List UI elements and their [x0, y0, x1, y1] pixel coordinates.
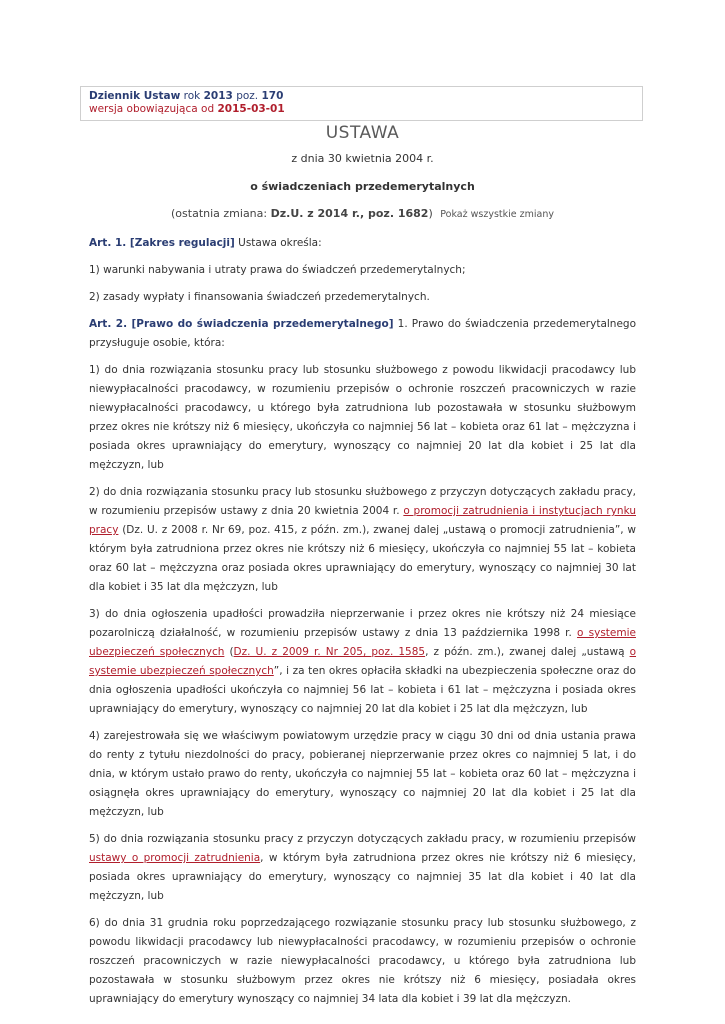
document-body	[89, 234, 636, 1017]
art2-point-3-text-d: ”, i za ten okres opłaciła składki na ubezpieczenia społeczne oraz do dnia ogłoszenia upadłości ukończyła co najmniej 56 lat – kobieta i 61 lat – mężczyzna i posiada okres uprawniający do emerytury, wynoszący co najmniej 20 lat dla kobiet i 25 lat dla mężczyzn, lub	[89, 665, 636, 715]
art2-point-3	[89, 605, 636, 719]
art2-point-3-text-b: (	[229, 646, 234, 658]
art1-item-2: 2) zasady wypłaty i finansowania świadczeń przedemerytalnych.	[89, 291, 430, 303]
art2-point-2	[89, 483, 636, 597]
art2-point-6: 6) do dnia 31 grudnia roku poprzedzającego rozwiązanie stosunku pracy lub stosunku służbowego, z powodu likwidacji pracodawcy lub niewypłacalności pracodawcy, w rozumieniu przepisów o ochronie roszczeń pracowniczych w razie niewypłacalności pracodawcy, u którego była zatrudniona lub pozostawała w stosunku służbowym przez okres nie krótszy niż 6 miesięcy, posiadała okres uprawniający do emerytury wynoszący co najmniej 34 lata dla kobiet i 39 lat dla mężczyzn.	[89, 917, 636, 1005]
last-change-line	[0, 207, 725, 220]
ustawa-promocja-link[interactable]: ustawy o promocji zatrudnienia	[89, 852, 261, 864]
art2-point-4: 4) zarejestrowała się we właściwym powiatowym urzędzie pracy w ciągu 30 dni od dnia ustania prawa do renty z tytułu niezdolności do pracy, pobieranej nieprzerwanie przez okres co najmniej 5 lat, i do dnia, w którym ustało prawo do renty, ukończyła co najmniej 55 lat – kobieta oraz 60 lat – mężczyzna i osiągnęła okres uprawniający do emerytury, wynoszący co najmniej 20 lat dla kobiet i 25 lat dla mężczyzn, lub	[89, 730, 636, 818]
law-name: o świadczeniach przedemerytalnych	[250, 180, 475, 193]
art2-point-2-text-b: (Dz. U. z 2008 r. Nr 69, poz. 415, z późn. zm.), zwanej dalej „ustawą o promocji zatrudnienia”, w którym była zatrudniona przez okres nie krótszy niż 6 miesięcy, ukończyła co najmniej 55 lat – kobieta oraz 60 lat – mężczyzna oraz posiada okres uprawniający do emerytury, wynoszący co najmniej 30 lat dla kobiet i 35 lat dla mężczyzn, lub	[89, 524, 636, 593]
art2-point-3-text-a: 3) do dnia ogłoszenia upadłości prowadziła nieprzerwanie i przez okres nie krótszy niż 24 miesiące pozarolniczą działalność, w rozumieniu przepisów ustawy z dnia 13 października 1998 r.	[89, 608, 636, 639]
journal-name: Dziennik Ustaw	[89, 90, 181, 102]
art2-intro	[89, 315, 636, 353]
journal-header-box	[80, 86, 643, 121]
art2-point-5-text-b: , w którym była zatrudniona przez okres nie krótszy niż 6 miesięcy, posiada okres uprawniający do emerytury, wynoszący co najmniej 35 lat dla kobiet i 40 lat dla mężczyzn, lub	[89, 852, 636, 902]
last-change-suffix: )	[428, 207, 433, 220]
year-label: rok	[183, 90, 201, 102]
art2-point-1: 1) do dnia rozwiązania stosunku pracy lub stosunku służbowego z powodu likwidacji pracodawcy lub niewypłacalności pracodawcy, w rozumieniu przepisów o ochronie roszczeń pracowniczych w razie niewypłacalności pracodawcy, u którego była zatrudniona lub pozostawała w stosunku służbowym przez okres nie krótszy niż 6 miesięcy, ukończyła co najmniej 56 lat – kobieta oraz 61 lat – mężczyzna i posiada okres uprawniający do emerytury, wynoszący co najmniej 20 lat dla kobiet i 25 lat dla mężczyzn, lub	[89, 364, 636, 471]
system-ubezpieczen-link[interactable]: o systemie ubezpieczeń społecznych	[89, 627, 636, 658]
art1-item-1: 1) warunki nabywania i utraty prawa do świadczeń przedemerytalnych;	[89, 264, 466, 276]
dz-u-2009-link[interactable]: Dz. U. z 2009 r. Nr 205, poz. 1585	[233, 646, 426, 658]
version-date: 2015-03-01	[217, 103, 285, 115]
version-line	[89, 103, 642, 116]
document-title: USTAWA	[325, 123, 400, 143]
art1-intro	[89, 234, 636, 253]
show-all-changes-link[interactable]: Pokaż wszystkie zmiany	[440, 209, 554, 220]
art1-heading: Art. 1. [Zakres regulacji]	[89, 237, 235, 249]
art2-point-2-text-a: 2) do dnia rozwiązania stosunku pracy lub stosunku służbowego z przyczyn dotyczących zakładu pracy, w rozumieniu przepisów ustawy z dnia 20 kwietnia 2004 r.	[89, 486, 636, 517]
position-label: poz.	[236, 90, 259, 102]
journal-year: 2013	[203, 90, 233, 102]
art1-text: Ustawa określa:	[238, 237, 322, 249]
journal-line	[89, 90, 642, 103]
version-label: wersja obowiązująca od	[89, 103, 215, 115]
art2-point-3-text-c: , z późn. zm.), zwanej dalej „ustawą	[425, 646, 625, 658]
art2-heading: Art. 2. [Prawo do świadczenia przedemerytalnego]	[89, 318, 394, 330]
document-date: z dnia 30 kwietnia 2004 r.	[291, 152, 434, 165]
system-ubezpieczen-link-2[interactable]: o systemie ubezpieczeń społecznych	[89, 646, 637, 677]
art2-text: 1. Prawo do świadczenia przedemerytalnego przysługuje osobie, która:	[89, 318, 636, 349]
last-change-ref[interactable]: Dz.U. z 2014 r., poz. 1682	[270, 207, 429, 220]
journal-position: 170	[261, 90, 284, 102]
art2-point-5	[89, 830, 636, 906]
last-change-prefix: (ostatnia zmiana:	[171, 207, 268, 220]
promocja-zatrudnienia-link[interactable]: o promocji zatrudnienia i instytucjach rynku pracy	[89, 505, 636, 536]
art2-point-5-text-a: 5) do dnia rozwiązania stosunku pracy z przyczyn dotyczących zakładu pracy, w rozumieniu przepisów	[89, 833, 636, 845]
